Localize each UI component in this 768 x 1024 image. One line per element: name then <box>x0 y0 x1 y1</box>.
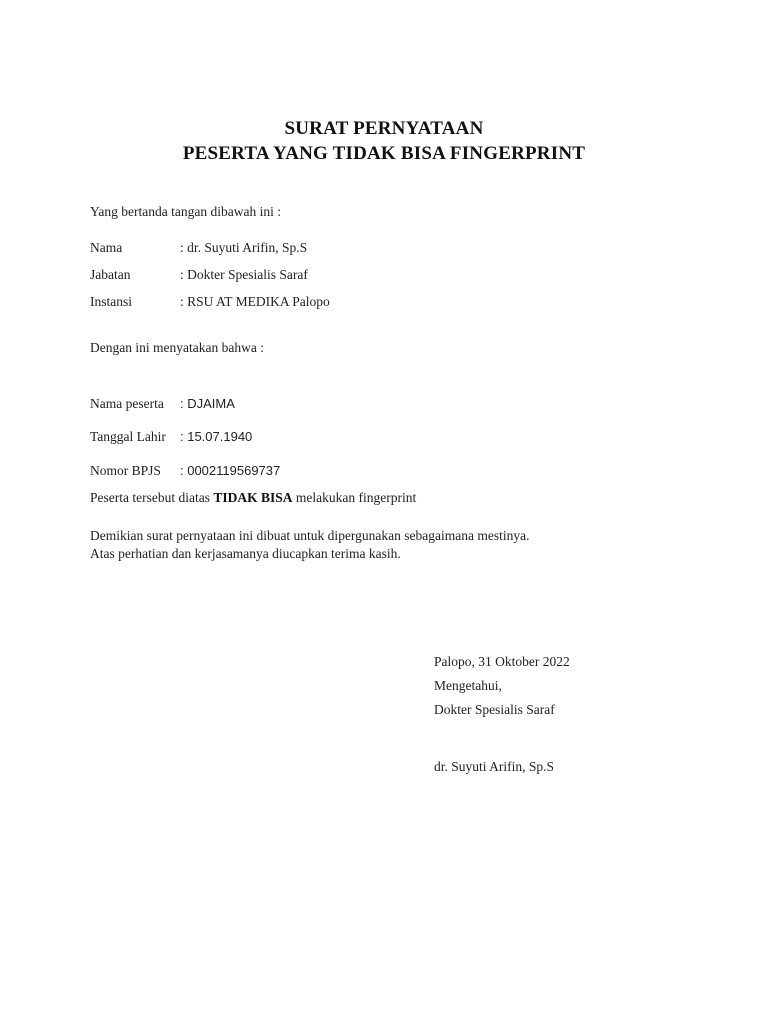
intro-text: Yang bertanda tangan dibawah ini : <box>90 204 281 219</box>
closing-line-1: Demikian surat pernyataan ini dibuat untuk dipergunakan sebagaimana mestinya. <box>90 528 530 543</box>
signature-position: Dokter Spesialis Saraf <box>434 702 555 717</box>
signer-institution-value: : RSU AT MEDIKA Palopo <box>180 294 330 309</box>
signer-name-value: : dr. Suyuti Arifin, Sp.S <box>180 240 308 255</box>
signer-position-label: Jabatan <box>90 267 131 282</box>
declaration-after: melakukan fingerprint <box>292 490 417 505</box>
participant-birthdate-label: Tanggal Lahir <box>90 429 166 444</box>
declaration-before: Peserta tersebut diatas <box>90 490 214 505</box>
participant-bpjs-value: : 0002119569737 <box>180 463 281 478</box>
signer-institution-label: Instansi <box>90 294 132 309</box>
closing-line-2: Atas perhatian dan kerjasamanya diucapkan terima kasih. <box>90 546 401 561</box>
participant-bpjs-label: Nomor BPJS <box>90 463 161 478</box>
signature-place-date: Palopo, 31 Oktober 2022 <box>434 654 570 669</box>
document-subtitle: PESERTA YANG TIDAK BISA FINGERPRINT <box>182 143 586 164</box>
document-title: SURAT PERNYATAAN <box>284 118 484 139</box>
participant-birthdate-value: : 15.07.1940 <box>180 429 253 444</box>
participant-name-value: : DJAIMA <box>180 396 235 411</box>
signer-name-label: Nama <box>90 240 123 255</box>
signer-position-value: : Dokter Spesialis Saraf <box>180 267 308 282</box>
declaration-emphasis: TIDAK BISA <box>213 490 293 505</box>
participant-name-label: Nama peserta <box>90 396 164 411</box>
signature-name: dr. Suyuti Arifin, Sp.S <box>434 759 555 774</box>
signature-acknowledged: Mengetahui, <box>434 678 502 693</box>
statement-intro: Dengan ini menyatakan bahwa : <box>90 340 264 355</box>
declaration-line <box>90 490 416 506</box>
